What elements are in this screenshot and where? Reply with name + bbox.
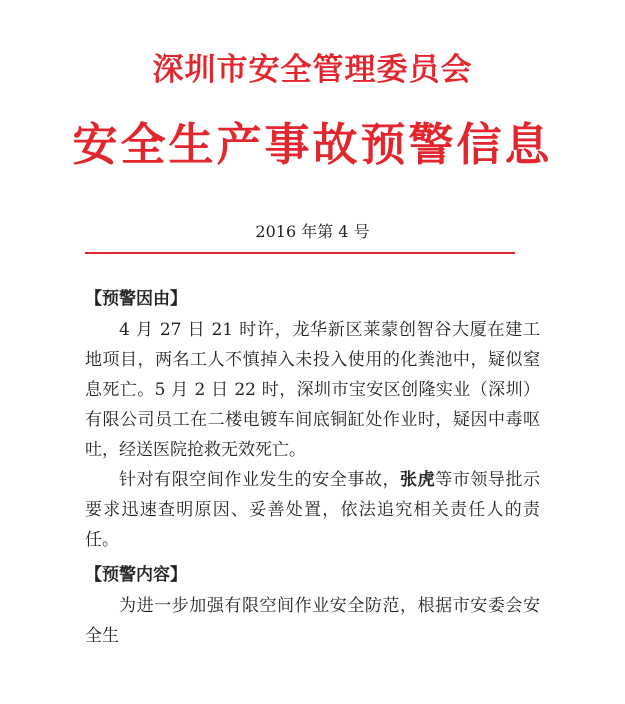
leader-name: 张虎 <box>400 470 436 490</box>
red-divider-line <box>85 252 515 254</box>
issuing-organization: 深圳市安全管理委员会 <box>152 52 473 88</box>
section-heading-content: 【预警内容】 <box>85 565 187 585</box>
section-heading-reason: 【预警因由】 <box>85 289 187 309</box>
document-title: 安全生产事故预警信息 <box>72 118 553 171</box>
reason-p2-text-b: 等市领导批示要求迅速查明原因、妥善处置，依法追究相关责任人的责任。 <box>85 470 541 550</box>
reason-paragraph-2 <box>85 465 540 555</box>
reason-p2-text-a: 针对有限空间作业发生的安全事故， <box>119 470 401 490</box>
content-paragraph-1: 为进一步加强有限空间作业安全防范，根据市安委会安全生 <box>85 596 540 646</box>
reason-paragraph-1: 4 月 27 日 21 时许，龙华新区莱蒙创智谷大厦在建工地项目，两名工人不慎掉入未投入使用的化粪池中，疑似窒息死亡。5 月 2 日 22 时，深圳市宝安区创隆实业（深圳）有限公司员工在二楼电镀车间底铜缸处作业时，疑因中毒呕吐，经送医院抢救无效死亡。 <box>85 320 540 460</box>
issue-number: 2016 年第 4 号 <box>255 222 370 241</box>
